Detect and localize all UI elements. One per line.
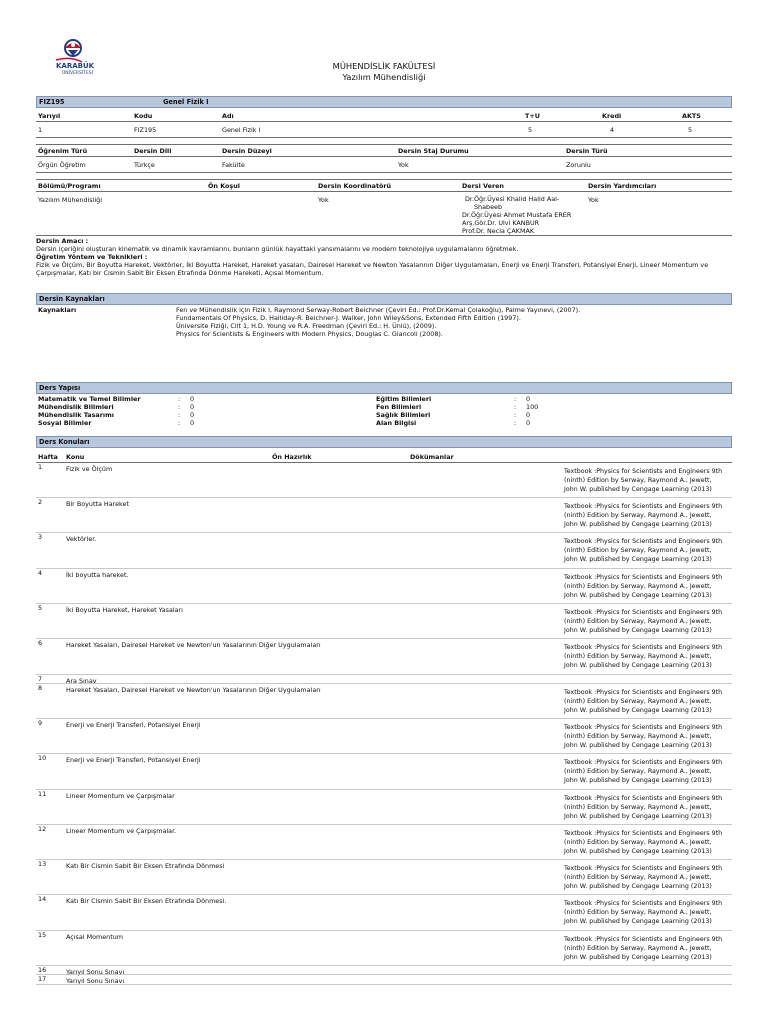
textbook-reference (564, 644, 732, 671)
value-assistants: Yok (588, 196, 599, 204)
week-number: 15 (38, 931, 47, 939)
week-number: 17 (38, 975, 47, 983)
structure-label: Alan Bilgisi (376, 419, 417, 427)
textbook-line: (ninth) Edition by Serway, Raymond A., Jewett, (564, 944, 712, 952)
topic-text: Enerji ve Enerji Transferi, Potansiyel Enerji (66, 721, 201, 729)
structure-row (376, 395, 676, 403)
week-number: 5 (38, 604, 43, 612)
textbook-reference (564, 830, 732, 857)
methods-text: Çarpışmalar, Katı bir Cismin Sabit Bir Eksen Etrafında Dönme Hareketi, Açısal Momentum. (36, 269, 324, 277)
structure-value: 0 (526, 395, 531, 403)
structure-row (38, 395, 378, 403)
textbook-line: Textbook :Physics for Scientists and Engineers 9th (564, 759, 723, 766)
textbook-line: John W. published by Cengage Learning (2013) (564, 591, 712, 599)
svg-text:KARABÜK: KARABÜK (56, 62, 95, 70)
value-credit: 4 (610, 126, 615, 134)
textbook-reference (564, 865, 732, 892)
structure-label: Eğitim Bilimleri (376, 395, 432, 403)
textbook-line: Textbook :Physics for Scientists and Engineers 9th (564, 468, 723, 475)
week-number: 13 (38, 860, 47, 868)
row-divider (36, 859, 732, 860)
textbook-reference (564, 795, 732, 822)
structure-bar-label: Ders Yapısı (39, 384, 81, 392)
week-number: 7 (38, 675, 43, 683)
structure-value: 0 (190, 419, 195, 427)
textbook-line: (ninth) Edition by Serway, Raymond A., Jewett, (564, 697, 712, 705)
row-divider (36, 568, 732, 569)
value-akts: 5 (688, 126, 693, 134)
course-aim (36, 237, 732, 277)
structure-value: 0 (190, 395, 195, 403)
header-program: Bölümü/Programı (38, 182, 101, 190)
textbook-line: Textbook :Physics for Scientists and Engineers 9th (564, 936, 723, 943)
structure-value: 0 (190, 403, 195, 411)
textbook-line: Textbook :Physics for Scientists and Engineers 9th (564, 609, 723, 616)
textbook-line: John W. published by Cengage Learning (2013) (564, 882, 712, 890)
week-number: 9 (38, 719, 43, 727)
topic-text: Ara Sınav (66, 677, 97, 685)
textbook-reference (564, 538, 732, 565)
header-name: Adı (222, 112, 234, 120)
week-number: 4 (38, 569, 43, 577)
resource-item: Üniversite Fiziği, Cilt 1, H.D. Young ve R.A. Freedman (Çeviri Ed.: H. Ünlü), (2009). (176, 322, 437, 330)
row-divider (36, 532, 732, 533)
structure-row (38, 411, 378, 419)
header-akts: AKTS (682, 112, 701, 120)
textbook-line: Textbook :Physics for Scientists and Engineers 9th (564, 538, 723, 545)
value-program: Yazılım Mühendisliği (38, 196, 103, 204)
value-tu: 5 (528, 126, 533, 134)
header-instructor: Dersi Veren (462, 182, 504, 190)
value-education-type: Örgün Öğretim (38, 161, 86, 169)
value-course-type: Zorunlu (566, 161, 591, 169)
header-prerequisite: Ön Koşul (208, 182, 240, 190)
topic-text: İki boyutta hareket. (66, 571, 129, 579)
week-number: 8 (38, 684, 43, 692)
structure-label: Mühendislik Tasarımı (38, 411, 114, 419)
topic-text: Yarıyıl Sonu Sınavı (66, 968, 125, 976)
header-credit: Kredi (602, 112, 622, 120)
row-divider (36, 497, 732, 498)
row-divider (36, 753, 732, 754)
header-topic: Konu (66, 453, 85, 461)
textbook-line: John W. published by Cengage Learning (2013) (564, 741, 712, 749)
header-education-type: Öğrenim Türü (38, 147, 88, 155)
textbook-line: John W. published by Cengage Learning (2013) (564, 847, 712, 855)
textbook-line: (ninth) Edition by Serway, Raymond A., Jewett, (564, 617, 712, 625)
week-number: 2 (38, 498, 43, 506)
textbook-line: John W. published by Cengage Learning (2013) (564, 706, 712, 714)
row-divider (36, 638, 732, 639)
textbook-line: (ninth) Edition by Serway, Raymond A., Jewett, (564, 767, 712, 775)
week-number: 16 (38, 966, 47, 974)
textbook-line: John W. published by Cengage Learning (2013) (564, 626, 712, 634)
structure-label: Sosyal Bilimler (38, 419, 92, 427)
structure-value: 100 (526, 403, 539, 411)
methods-label: Öğretim Yöntem ve Teknikleri : (36, 253, 148, 261)
textbook-line: (ninth) Edition by Serway, Raymond A., Jewett, (564, 838, 712, 846)
resources-bar-label: Dersin Kaynakları (39, 295, 105, 303)
textbook-line: John W. published by Cengage Learning (2013) (564, 812, 712, 820)
resources-label: Kaynakları (38, 306, 77, 314)
header-internship: Dersin Staj Durumu (398, 147, 469, 155)
textbook-line: Textbook :Physics for Scientists and Engineers 9th (564, 724, 723, 731)
topic-text: Fizik ve Ölçüm (66, 465, 113, 473)
header-coordinator: Dersin Koordinatörü (318, 182, 392, 190)
week-number: 11 (38, 790, 47, 798)
textbook-line: (ninth) Edition by Serway, Raymond A., Jewett, (564, 582, 712, 590)
textbook-line: Textbook :Physics for Scientists and Engineers 9th (564, 503, 723, 510)
methods-text: Fizik ve Ölçüm, Bir Boyutta Hareket, Vektörler, İki Boyutta Hareket, Hareket yasaları, Dairesel Hareket ve Newton Yasalarının Diğer Uygulamaları, Enerji ve Enerji Transferi, Potansiyel Enerji, Lineer Momentum ve (36, 261, 709, 269)
structure-value: 0 (526, 411, 531, 419)
structure-label: Mühendislik Bilimleri (38, 403, 114, 411)
header-code: Kodu (134, 112, 153, 120)
instructor-name: Shabeeb (474, 203, 502, 211)
topic-text: Hareket Yasaları, Dairesel Hareket ve Newton'un Yasalarının Diğer Uygulamaları (66, 686, 321, 694)
textbook-line: Textbook :Physics for Scientists and Engineers 9th (564, 689, 723, 696)
department-title: Yazılım Mühendisliği (342, 72, 426, 82)
header-week: Hafta (38, 453, 58, 461)
header-language: Dersin Dili (134, 147, 172, 155)
value-name: Genel Fizik I (222, 126, 261, 134)
textbook-line: John W. published by Cengage Learning (2013) (564, 520, 712, 528)
structure-colon: : (514, 419, 517, 427)
row-divider (36, 930, 732, 931)
aim-text: Dersin içeriğini oluşturan kinematik ve dinamik kavramlarını, bunların günlük hayattaki yansımalarını ve modern teknolojiye uygulamalarını öğretmek. (36, 245, 519, 253)
structure-row (38, 419, 378, 427)
textbook-line: John W. published by Cengage Learning (2013) (564, 776, 712, 784)
structure-colon: : (178, 411, 181, 419)
header-preparation: Ön Hazırlık (272, 453, 312, 461)
textbook-line: John W. published by Cengage Learning (2013) (564, 485, 712, 493)
row-divider (36, 789, 732, 790)
resources-bar (36, 293, 732, 305)
textbook-line: Textbook :Physics for Scientists and Engineers 9th (564, 574, 723, 581)
textbook-line: (ninth) Edition by Serway, Raymond A., Jewett, (564, 652, 712, 660)
instructor-name: Arş.Gör.Dr. Ulvi KANBUR (462, 219, 540, 227)
textbook-line: John W. published by Cengage Learning (2013) (564, 661, 712, 669)
week-number: 12 (38, 825, 47, 833)
row-divider (36, 974, 732, 975)
textbook-line: Textbook :Physics for Scientists and Engineers 9th (564, 795, 723, 802)
value-coordinator: Yok (318, 196, 329, 204)
value-internship: Yok (398, 161, 409, 169)
course-bar-code: FIZ195 (39, 98, 65, 106)
faculty-title: MÜHENDİSLİK FAKÜLTESİ (332, 61, 436, 71)
textbook-line: Textbook :Physics for Scientists and Engineers 9th (564, 830, 723, 837)
textbook-reference (564, 574, 732, 601)
structure-right (376, 395, 676, 427)
textbook-line: John W. published by Cengage Learning (2013) (564, 555, 712, 563)
structure-colon: : (514, 395, 517, 403)
textbook-line: (ninth) Edition by Serway, Raymond A., Jewett, (564, 511, 712, 519)
header-semester: Yarıyıl (38, 112, 61, 120)
aim-label: Dersin Amacı : (36, 237, 89, 245)
textbook-line: John W. published by Cengage Learning (2013) (564, 917, 712, 925)
resource-item: Physics for Scientists & Engineers with Modern Physics, Douglas C. Giancoli (2008). (176, 330, 443, 338)
structure-colon: : (514, 403, 517, 411)
textbook-line: (ninth) Edition by Serway, Raymond A., Jewett, (564, 546, 712, 554)
textbook-reference (564, 468, 732, 495)
textbook-line: (ninth) Edition by Serway, Raymond A., Jewett, (564, 908, 712, 916)
topic-text: İki Boyutta Hareket, Hareket Yasaları (66, 606, 183, 614)
structure-colon: : (178, 403, 181, 411)
instructor-name: Dr.Öğr.Üyesi Ahmet Mustafa ERER (462, 211, 572, 219)
resource-item: Fen ve Mühendislik için Fizik I, Raymond Serway-Robert Beichner (Çeviri Ed.: Prof.Dr.Kemal Çolakoğlu), Palme Yayınevi, (2007). (176, 306, 581, 314)
textbook-line: (ninth) Edition by Serway, Raymond A., Jewett, (564, 476, 712, 484)
textbook-line: Textbook :Physics for Scientists and Engineers 9th (564, 865, 723, 872)
structure-left (38, 395, 378, 427)
textbook-line: John W. published by Cengage Learning (2013) (564, 953, 712, 961)
topics-bar-label: Ders Konuları (39, 438, 90, 446)
row-divider (36, 674, 732, 675)
value-level: Fakülte (222, 161, 245, 169)
textbook-reference (564, 503, 732, 530)
topic-text: Lineer Momentum ve Çarpışmalar. (66, 827, 177, 835)
value-code: FIZ195 (134, 126, 157, 134)
textbook-line: (ninth) Edition by Serway, Raymond A., Jewett, (564, 732, 712, 740)
week-number: 1 (38, 463, 43, 471)
textbook-reference (564, 609, 732, 636)
structure-label: Fen Bilimleri (376, 403, 422, 411)
textbook-reference (564, 689, 732, 716)
topic-text: Katı Bir Cismin Sabit Bir Eksen Etrafında Dönmesi (66, 862, 225, 870)
resources-list (176, 306, 580, 338)
topic-text: Hareket Yasaları, Dairesel Hareket ve Newton'un Yasalarının Diğer Uygulamaları (66, 641, 321, 649)
structure-bar (36, 382, 732, 394)
header-tu: T+U (525, 112, 540, 120)
structure-value: 0 (190, 411, 195, 419)
row-divider (36, 984, 732, 985)
header-course-type: Dersin Türü (566, 147, 608, 155)
structure-colon: : (178, 419, 181, 427)
textbook-line: (ninth) Edition by Serway, Raymond A., Jewett, (564, 803, 712, 811)
course-bar (36, 96, 732, 108)
week-number: 10 (38, 754, 47, 762)
row-divider (36, 683, 732, 684)
week-number: 6 (38, 639, 43, 647)
textbook-line: Textbook :Physics for Scientists and Engineers 9th (564, 900, 723, 907)
structure-row (376, 411, 676, 419)
topic-text: Katı Bir Cismin Sabit Bir Eksen Etrafında Dönmesi. (66, 897, 227, 905)
topic-text: Vektörler. (66, 535, 97, 543)
instructor-name: Dr.Öğr.Üyesi Khalid Halid Aal- (465, 195, 560, 203)
topic-text: Açısal Momentum (66, 933, 124, 941)
structure-label: Sağlık Bilimleri (376, 411, 431, 419)
structure-colon: : (514, 411, 517, 419)
header-assistants: Dersin Yardımcıları (588, 182, 657, 190)
header-level: Dersin Düzeyi (222, 147, 272, 155)
svg-text:ÜNİVERSİTESİ: ÜNİVERSİTESİ (62, 71, 93, 76)
resource-item: Fundamentals Of Physics, D. Halliday-R. Beichner-J. Walker, John Wiley&Sons, Extended Fifth Edition (1997). (176, 314, 521, 322)
instructor-list (462, 195, 571, 235)
topic-text: Bir Boyutta Hareket (66, 500, 129, 508)
structure-row (376, 419, 676, 427)
structure-label: Matematik ve Temel Bilimler (38, 395, 141, 403)
row-divider (36, 824, 732, 825)
row-divider (36, 965, 732, 966)
structure-row (376, 403, 676, 411)
week-number: 14 (38, 895, 47, 903)
value-semester: 1 (38, 126, 43, 134)
textbook-reference (564, 759, 732, 786)
value-language: Türkçe (134, 161, 155, 169)
topic-text: Lineer Momentum ve Çarpışmalar (66, 792, 175, 800)
row-divider (36, 718, 732, 719)
structure-value: 0 (526, 419, 531, 427)
row-divider (36, 603, 732, 604)
topic-text: Yarıyıl Sonu Sınavı (66, 977, 125, 985)
structure-row (38, 403, 378, 411)
row-divider (36, 894, 732, 895)
structure-colon: : (178, 395, 181, 403)
week-number: 3 (38, 533, 43, 541)
topics-bar (36, 436, 732, 448)
textbook-reference (564, 724, 732, 751)
header-documents: Dökümanlar (410, 453, 454, 461)
textbook-line: (ninth) Edition by Serway, Raymond A., Jewett, (564, 873, 712, 881)
instructor-name: Prof.Dr. Necla ÇAKMAK (462, 227, 535, 235)
textbook-reference (564, 936, 732, 963)
course-bar-name: Genel Fizik I (163, 98, 209, 106)
textbook-line: Textbook :Physics for Scientists and Engineers 9th (564, 644, 723, 651)
textbook-reference (564, 900, 732, 927)
topic-text: Enerji ve Enerji Transferi, Potansiyel Enerji (66, 756, 201, 764)
